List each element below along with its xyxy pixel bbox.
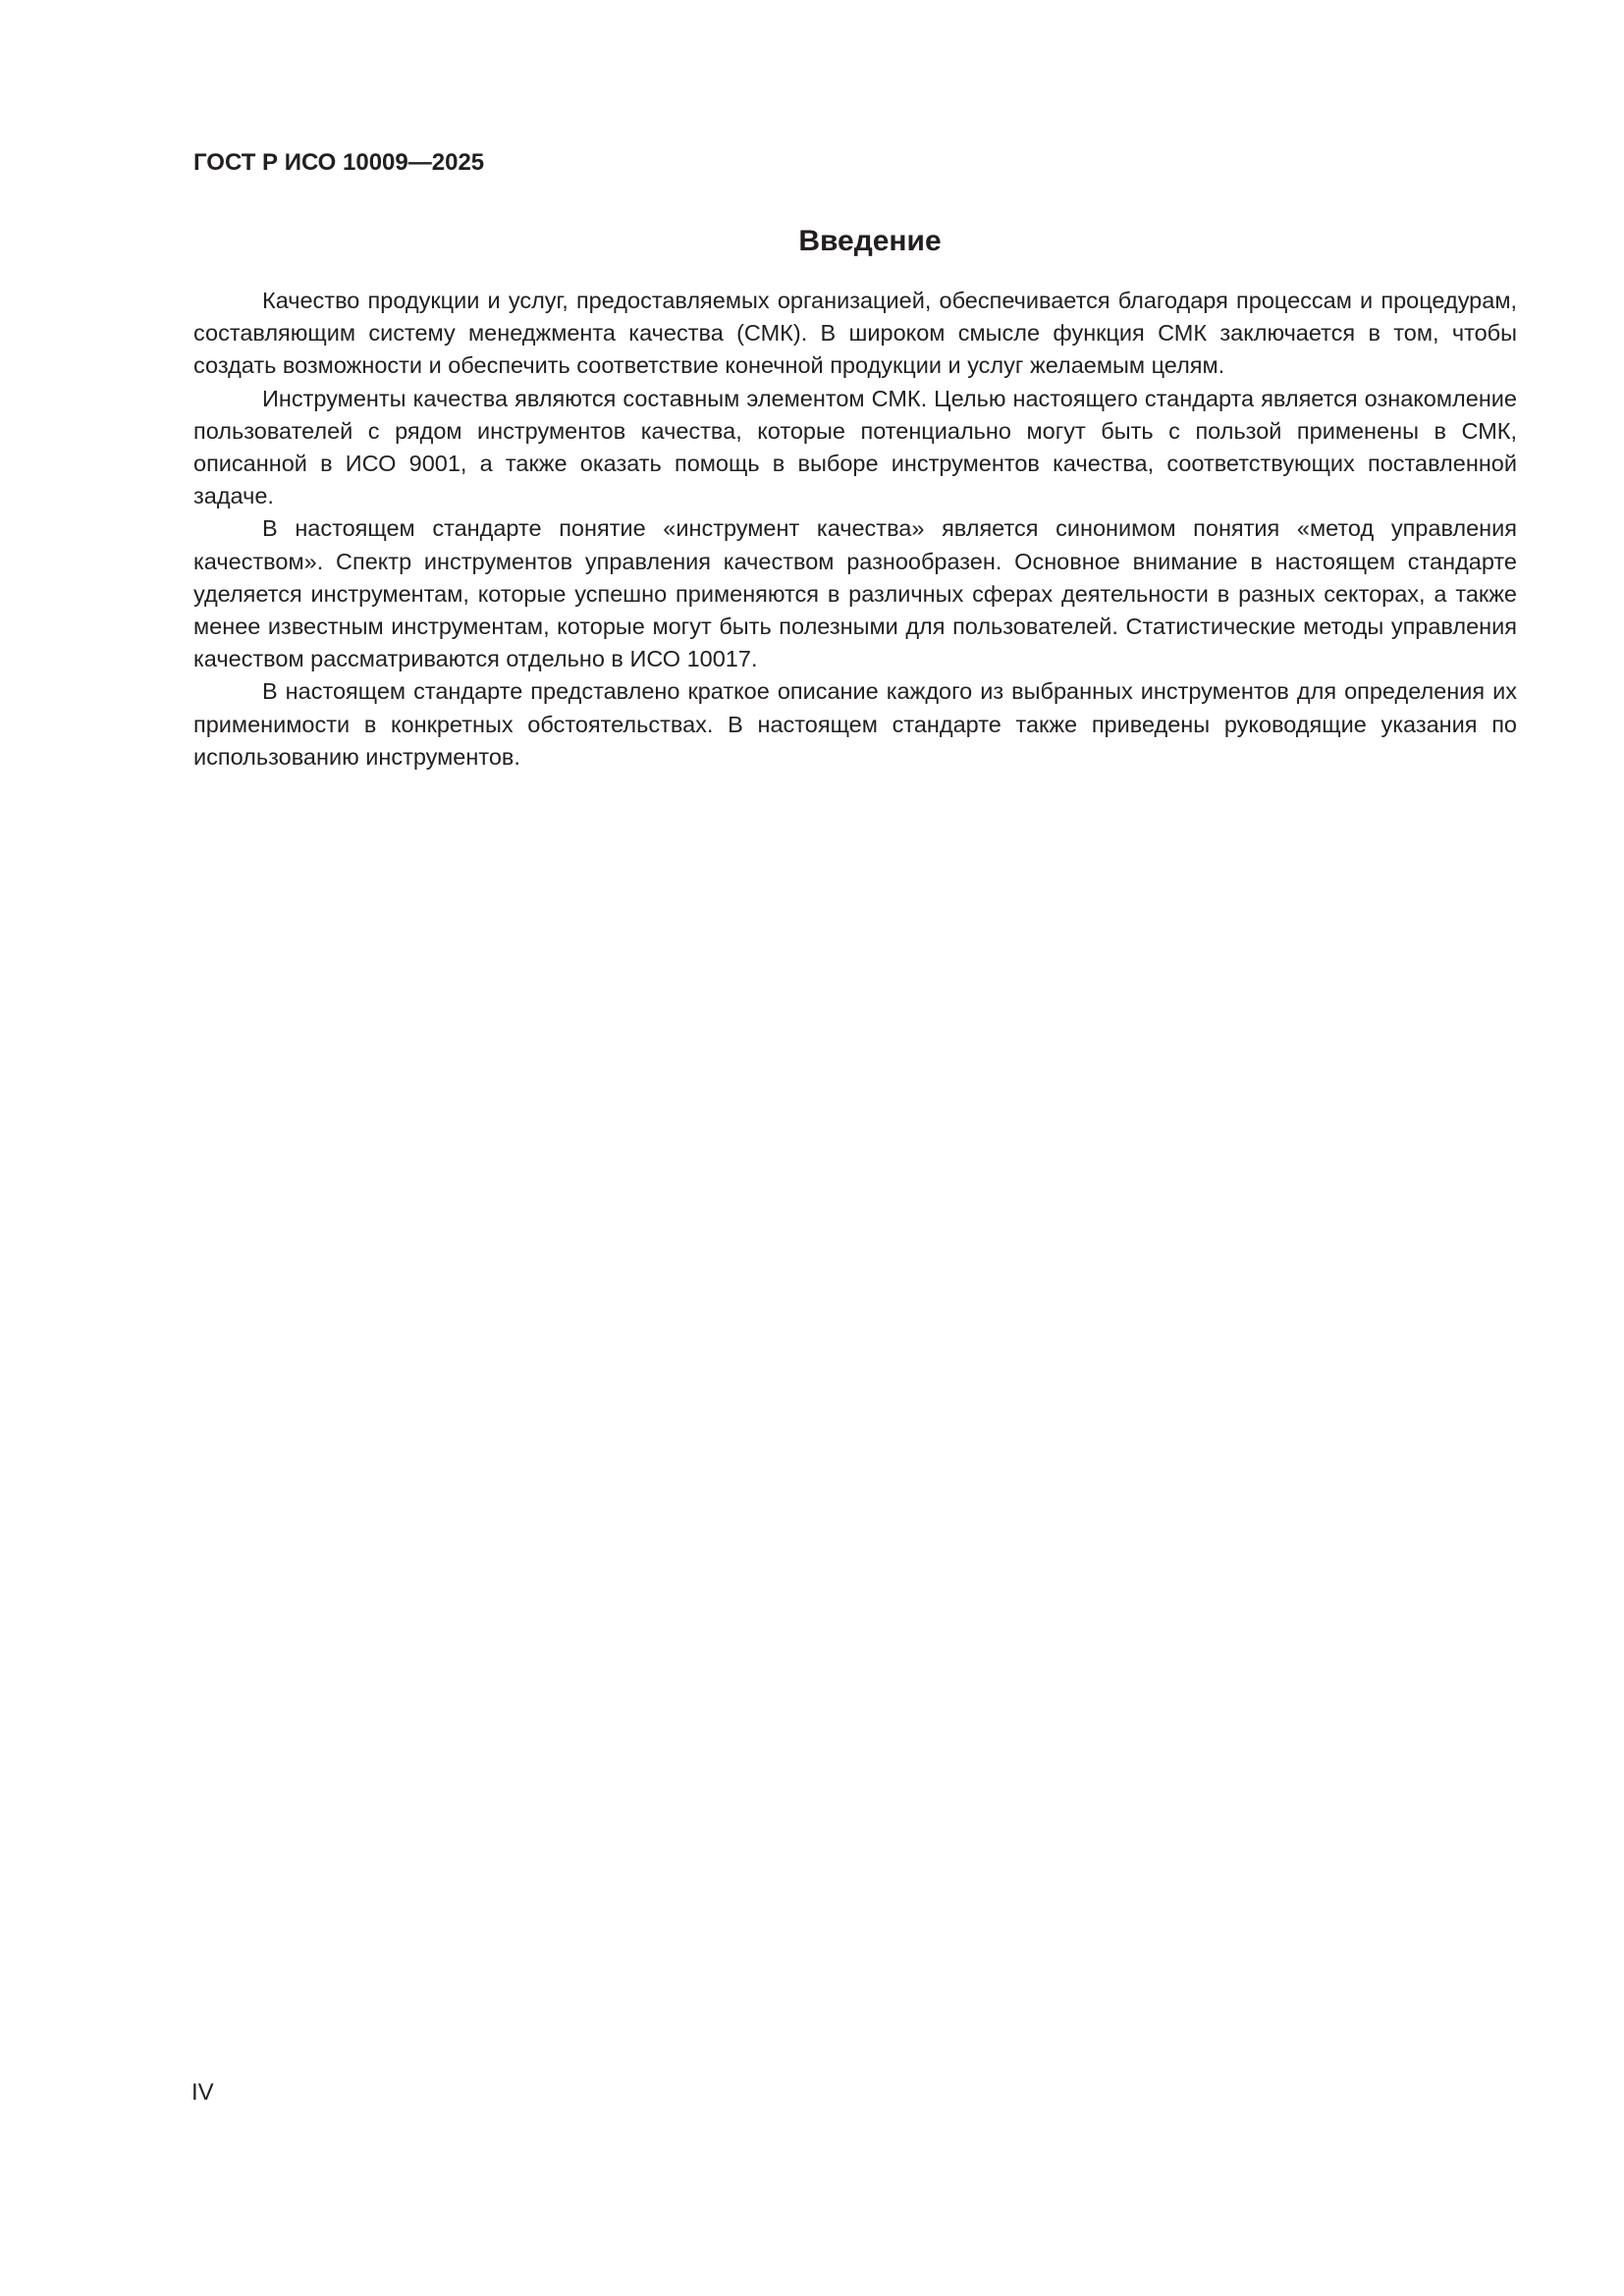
paragraph-2: Инструменты качества являются составным элементом СМК. Целью настоящего стандарта является ознакомление пользователей с рядом инструментов качества, которые потенциально могут быть с пользой применены в СМК, описанной в ИСО 9001, а также оказать помощь в выборе инструментов качества, соответствующих поставленной задаче. (193, 385, 1517, 509)
page-number: IV (191, 2079, 214, 2106)
paragraph-4: В настоящем стандарте представлено краткое описание каждого из выбранных инструментов для определения их применимости в конкретных обстоятельствах. В настоящем стандарте также приведены руководящие указания по использованию инструментов. (193, 678, 1517, 770)
standard-designation-header: ГОСТ Р ИСО 10009—2025 (193, 149, 485, 176)
section-title: Введение (798, 225, 942, 257)
introduction-body (193, 285, 1517, 774)
paragraph-1: Качество продукции и услуг, предоставляемых организацией, обеспечивается благодаря процессам и процедурам, составляющим систему менеджмента качества (СМК). В широком смысле функция СМК заключается в том, чтобы создать возможности и обеспечить соответствие конечной продукции и услуг желаемым целям. (193, 288, 1517, 379)
paragraph-3: В настоящем стандарте понятие «инструмент качества» является синонимом понятия «метод управления качеством». Спектр инструментов управления качеством разнообразен. Основное внимание в настоящем стандарте уделяется инструментам, которые успешно применяются в различных сферах деятельности в разных секторах, а также менее известным инструментам, которые могут быть полезными для пользователей. Статистические методы управления качеством рассматриваются отдельно в ИСО 10017. (193, 515, 1517, 672)
